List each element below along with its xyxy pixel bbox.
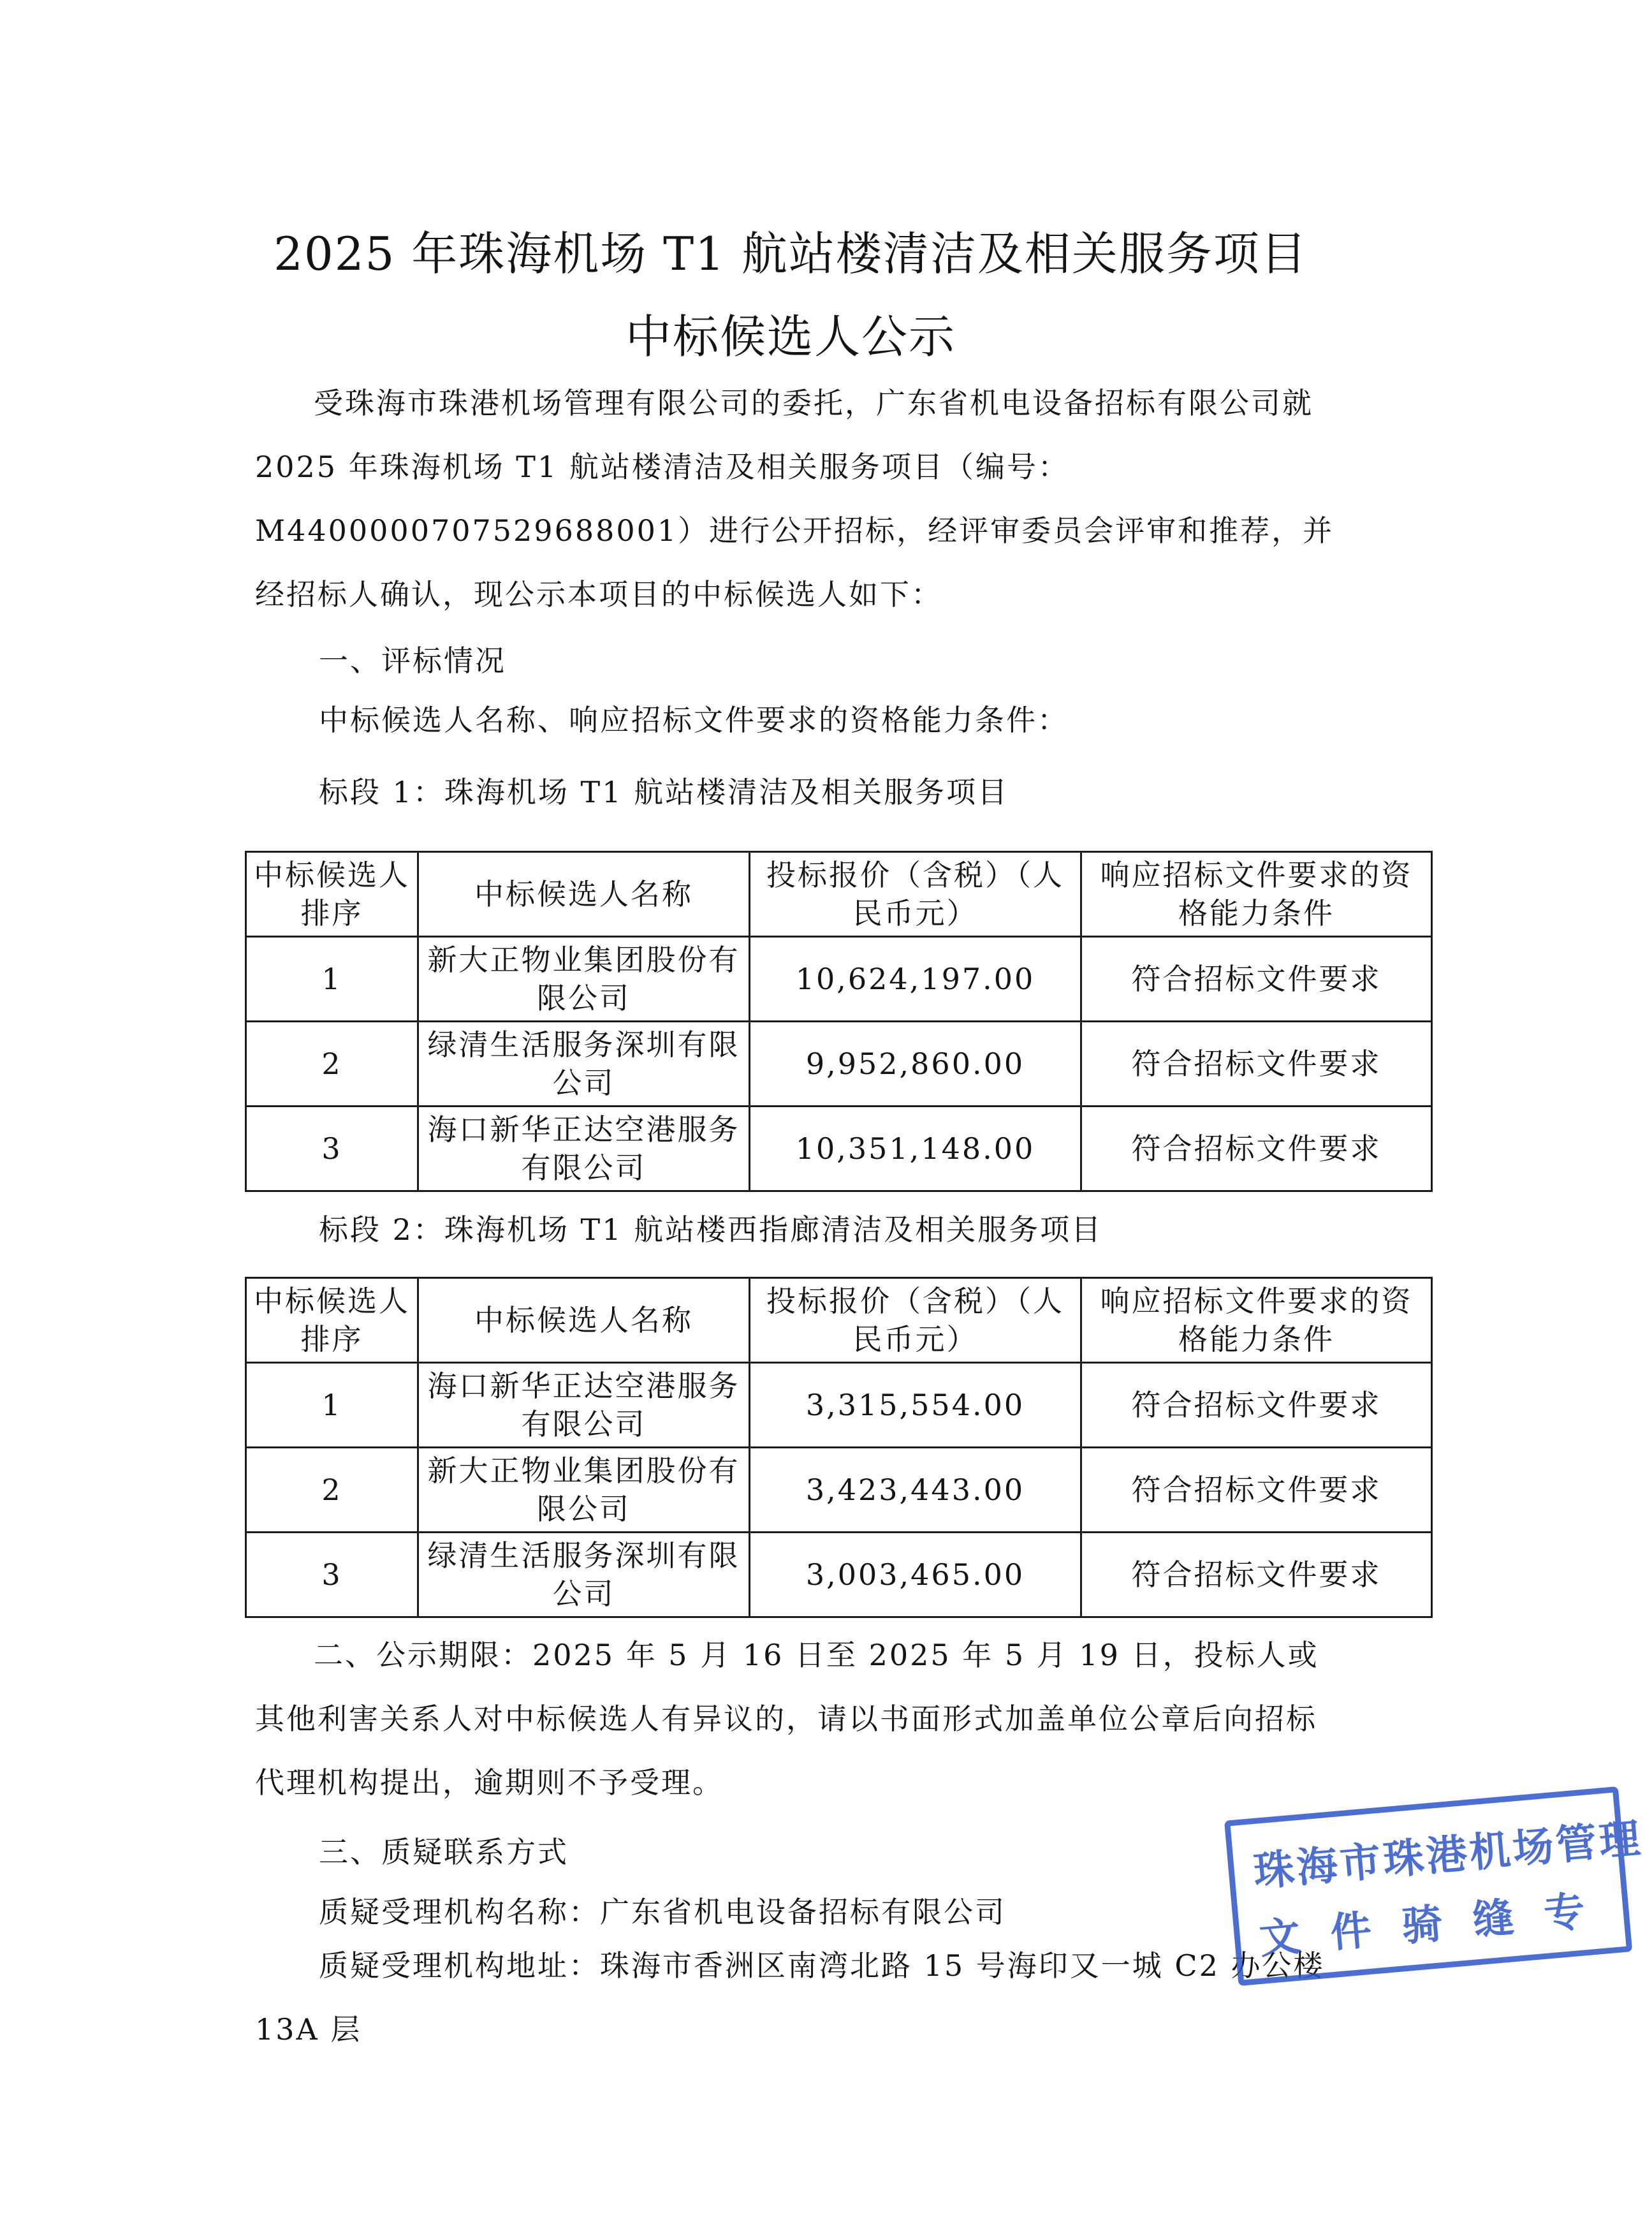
price-cell: 3,315,554.00 <box>750 1363 1081 1448</box>
table-row <box>246 1448 1432 1533</box>
document-title: 2025 年珠海机场 T1 航站楼清洁及相关服务项目 <box>274 227 1308 281</box>
lot2-title: 标段 2：珠海机场 T1 航站楼西指廊清洁及相关服务项目 <box>319 1212 1103 1247</box>
lot2-table <box>245 1277 1433 1618</box>
table-header-row <box>246 1278 1432 1363</box>
header-price: 投标报价（含税）（人民币元） <box>750 852 1081 937</box>
section1-heading: 一、评标情况 <box>319 644 506 678</box>
lot1-title: 标段 1：珠海机场 T1 航站楼清洁及相关服务项目 <box>319 775 1009 809</box>
price-cell: 9,952,860.00 <box>750 1022 1081 1107</box>
qualification-cell: 符合招标文件要求 <box>1081 1022 1432 1107</box>
price-cell: 3,423,443.00 <box>750 1448 1081 1533</box>
price-cell: 10,351,148.00 <box>750 1107 1081 1191</box>
section2-paragraph: 二、公示期限：2025 年 5 月 16 日至 2025 年 5 月 19 日，投标人或其他利害关系人对中标候选人有异议的，请以书面形式加盖单位公章后向招标代理机构提出，逾期则不予受理。 <box>255 1638 1319 1800</box>
qualification-cell: 符合招标文件要求 <box>1081 1533 1432 1617</box>
rank-cell: 2 <box>246 1022 418 1107</box>
header-name: 中标候选人名称 <box>418 1278 750 1363</box>
table-row <box>246 937 1432 1022</box>
qualification-cell: 符合招标文件要求 <box>1081 1107 1432 1191</box>
table-header-row <box>246 852 1432 937</box>
header-qualification: 响应招标文件要求的资格能力条件 <box>1081 852 1432 937</box>
table-row <box>246 1107 1432 1191</box>
name-cell: 绿清生活服务深圳有限公司 <box>418 1022 750 1107</box>
stamp-line2: 文件骑缝专 <box>1257 1885 1618 1964</box>
stamp-line1: 珠海市珠港机场管理 <box>1252 1815 1645 1897</box>
rank-cell: 3 <box>246 1107 418 1191</box>
header-rank: 中标候选人排序 <box>246 852 418 937</box>
contact-name: 质疑受理机构名称：广东省机电设备招标有限公司 <box>319 1895 1006 1929</box>
section1-subheading: 中标候选人名称、响应招标文件要求的资格能力条件： <box>319 703 1069 737</box>
header-qualification: 响应招标文件要求的资格能力条件 <box>1081 1278 1432 1363</box>
name-cell: 绿清生活服务深圳有限公司 <box>418 1533 750 1617</box>
document-subtitle: 中标候选人公示 <box>625 310 956 364</box>
qualification-cell: 符合招标文件要求 <box>1081 1448 1432 1533</box>
name-cell: 海口新华正达空港服务有限公司 <box>418 1363 750 1448</box>
header-price: 投标报价（含税）（人民币元） <box>750 1278 1081 1363</box>
lot1-table <box>245 851 1433 1192</box>
intro-paragraph: 受珠海市珠港机场管理有限公司的委托，广东省机电设备招标有限公司就2025 年珠海机场 T1 航站楼清洁及相关服务项目（编号：M4400000707529688001）进行公开招标，经评审委员会评审和推荐，并经招标人确认，现公示本项目的中标候选人如下： <box>255 386 1334 612</box>
header-name: 中标候选人名称 <box>418 852 750 937</box>
table-row <box>246 1022 1432 1107</box>
rank-cell: 1 <box>246 1363 418 1448</box>
qualification-cell: 符合招标文件要求 <box>1081 1363 1432 1448</box>
name-cell: 新大正物业集团股份有限公司 <box>418 1448 750 1533</box>
seal-stamp <box>1224 1786 1645 1986</box>
price-cell: 10,624,197.00 <box>750 937 1081 1022</box>
qualification-cell: 符合招标文件要求 <box>1081 937 1432 1022</box>
contact-address: 质疑受理机构地址：珠海市香洲区南湾北路 15 号海印又一城 C2 办公楼13A 层 <box>255 1948 1325 2047</box>
price-cell: 3,003,465.00 <box>750 1533 1081 1617</box>
table-row <box>246 1533 1432 1617</box>
table-row <box>246 1363 1432 1448</box>
name-cell: 海口新华正达空港服务有限公司 <box>418 1107 750 1191</box>
rank-cell: 2 <box>246 1448 418 1533</box>
rank-cell: 3 <box>246 1533 418 1617</box>
header-rank: 中标候选人排序 <box>246 1278 418 1363</box>
section3-heading: 三、质疑联系方式 <box>319 1835 569 1869</box>
rank-cell: 1 <box>246 937 418 1022</box>
name-cell: 新大正物业集团股份有限公司 <box>418 937 750 1022</box>
